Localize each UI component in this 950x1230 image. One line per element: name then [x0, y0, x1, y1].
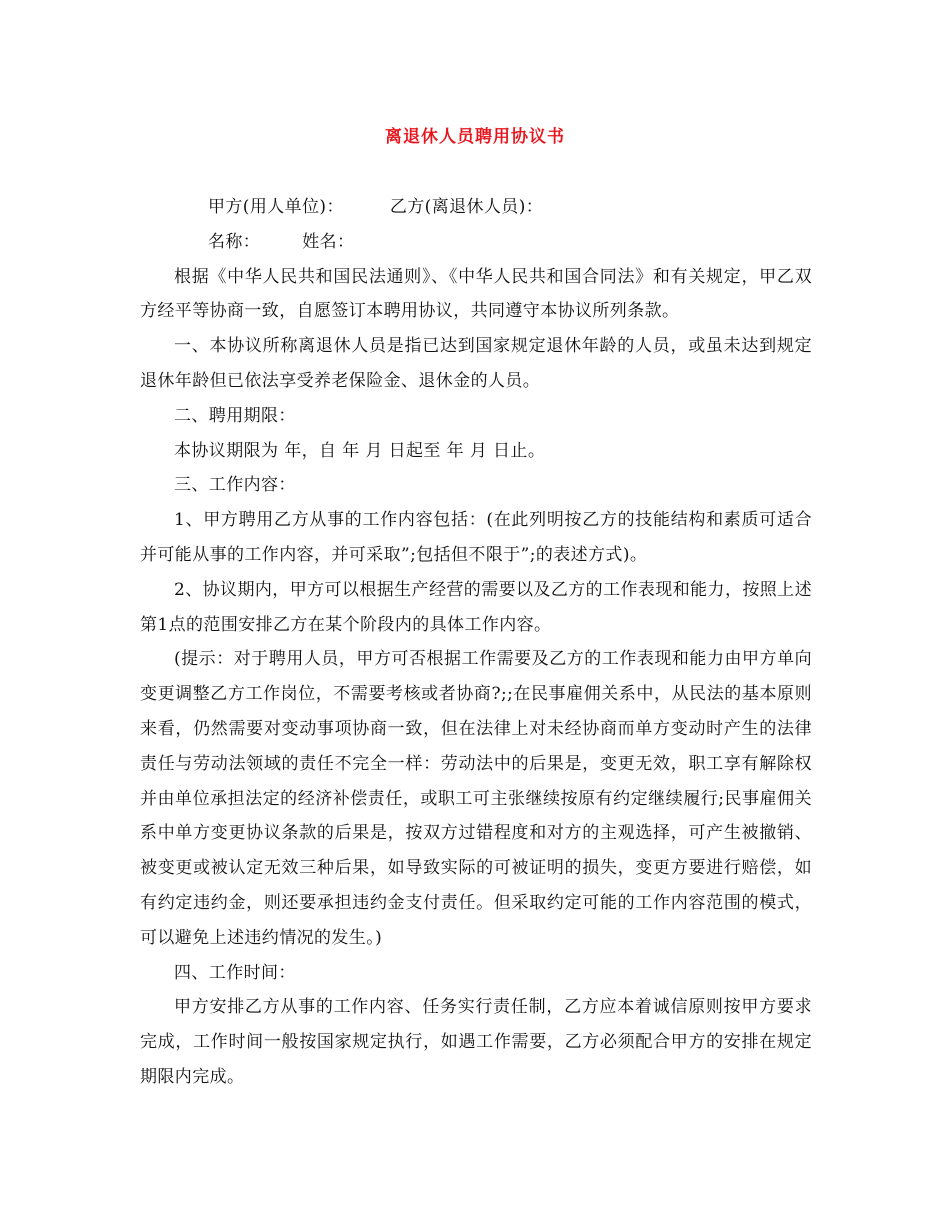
heading-term: 二、聘用期限： — [174, 405, 296, 426]
heading-work-time: 四、工作时间： — [174, 962, 296, 983]
paragraph-clause-1: 一、本协议所称离退休人员是指已达到国家规定退休年龄的人员，或虽未达到规定退休年龄但已依法享受养老保险金、退休金的人员。 — [140, 336, 812, 391]
document-title: 离退休人员聘用协议书 — [385, 127, 565, 147]
paragraph-work-content-1: 1、甲方聘用乙方从事的工作内容包括：(在此列明按乙方的技能结构和素质可适合并可能从事的工作内容，并可采取”;包括但不限于”;的表述方式)。 — [140, 510, 812, 565]
paragraph-work-content-2: 2、协议期内，甲方可以根据生产经营的需要以及乙方的工作表现和能力，按照上述第1点的范围安排乙方在某个阶段内的具体工作内容。 — [140, 579, 812, 635]
party-line — [140, 190, 812, 225]
paragraph-work-time: 甲方安排乙方从事的工作内容、任务实行责任制，乙方应本着诚信原则按甲方要求完成，工作时间一般按国家规定执行，如遇工作需要，乙方必须配合甲方的安排在规定期限内完成。 — [140, 997, 812, 1087]
paragraph-note: (提示：对于聘用人员，甲方可否根据工作需要及乙方的工作表现和能力由甲方单向变更调整乙方工作岗位，不需要考核或者协商?;;在民事雇佣关系中，从民法的基本原则来看，仍然需要对变动事项协商一致，但在法律上对未经协商而单方变动时产生的法律责任与劳动法领域的责任不完全一样：劳动法中的后果是，变更无效，职工享有解除权并由单位承担法定的经济补偿责任，或职工可主张继续按原有约定继续履行;民事雇佣关系中单方变更协议条款的后果是，按双方过错程度和对方的主观选择，可产生被撤销、被变更或被认定无效三种后果，如导致实际的可被证明的损失，变更方要进行赔偿，如有约定违约金，则还要承担违约金支付责任。但采取约定可能的工作内容范围的模式，可以避免上述违约情况的发生。) — [140, 649, 812, 948]
heading-work-content: 三、工作内容： — [174, 475, 296, 496]
paragraph-term: 本协议期限为 年，自 年 月 日起至 年 月 日止。 — [174, 440, 546, 461]
party-a-label: 甲方(用人单位)： — [208, 197, 344, 217]
document-body — [140, 190, 812, 1095]
paragraph-legal-basis: 根据《中华人民共和国民法通则》、《中华人民共和国合同法》和有关规定，甲乙双方经平等协商一致，自愿签订本聘用协议，共同遵守本协议所列条款。 — [140, 266, 812, 322]
person-name-label: 姓名： — [302, 231, 355, 252]
name-line — [140, 225, 812, 260]
name-label: 名称： — [208, 231, 261, 252]
party-b-label: 乙方(离退休人员)： — [389, 197, 544, 217]
